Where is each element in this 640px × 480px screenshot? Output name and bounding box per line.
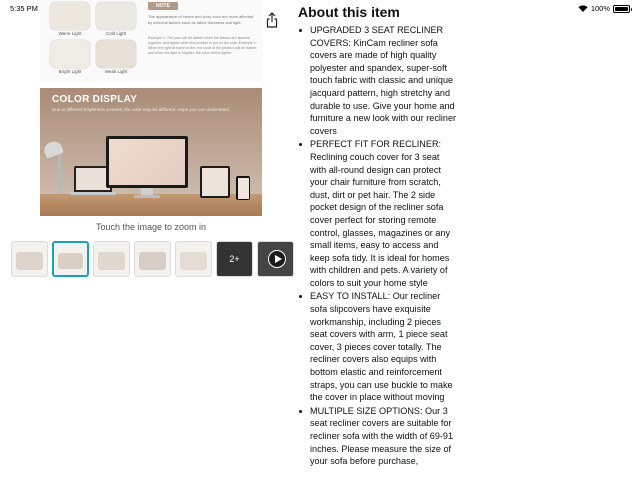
color-display-title: COLOR DISPLAY: [52, 94, 138, 105]
monitor-base: [134, 195, 160, 198]
swatch-label: Weak Light: [104, 69, 128, 74]
play-icon: [268, 250, 286, 268]
monitor-graphic: [106, 136, 188, 188]
status-time-date: 5:35 PM: [10, 4, 38, 13]
swatch-warm-light: [50, 2, 90, 30]
swatch-label: Bright Light: [58, 69, 82, 74]
feature-bullets: [298, 24, 458, 469]
thumbnail-video[interactable]: [257, 241, 294, 277]
list-item: EASY TO INSTALL: Our recliner sofa slipcovers have exquisite workmanship, including 2 pieces seat covers with arm, 1 piece seat cover, 3 pieces cover totally. The recliner covers also equips with bottom elastic and reinforcement straps, you can use buckle to make the cover in place without moving: [298, 290, 458, 403]
thumbnail-2[interactable]: [52, 241, 89, 277]
phone-graphic: [236, 176, 250, 200]
product-gallery: [0, 0, 290, 480]
color-display-subtitle: Due to different brightness screens, the color may be different. Hope you can understand.: [52, 107, 231, 112]
share-icon[interactable]: [266, 12, 278, 28]
about-title: About this item: [298, 4, 400, 20]
main-product-image[interactable]: [40, 88, 262, 216]
swatch-label: Cold Light: [105, 31, 127, 36]
example-text: Example 1: The yarn will be darker when the fabrics are stacked together, and lighter when the product is put on the sofa. Example 2: When the light at home is dim, the color of the product will be darker, and when the light is brighter, the color will be lighter.: [148, 36, 258, 55]
swatch-label: Warm Light: [58, 31, 82, 36]
thumbnail-4[interactable]: [134, 241, 171, 277]
laptop-base: [70, 192, 116, 195]
list-item: PERFECT FIT FOR RECLINER: Reclining couch cover for 3 seat with all-round design can protect your chair furniture from scratch, dust, dirt or pet hair. The 2 side pocket design of the recliner sofa cover perfect for storing remote control, glasses, magazines or any small items, easy to access and keep sofa tidy. It is ideal for homes with children and pets. A variety of colors to suit your home style: [298, 138, 458, 289]
lamp-icon: [58, 154, 61, 194]
list-item: UPGRADED 3 SEAT RECLINER COVERS: KinCam recliner sofa covers are made of high quality polyester and spandex, super-soft touch fabric with classic and unique jacquard pattern, high stretchy and durable to use. Give your home and furniture a new look with our recliner covers: [298, 24, 458, 137]
thumbnail-5[interactable]: [175, 241, 212, 277]
thumbnail-1[interactable]: [11, 241, 48, 277]
swatch-weak-light: [96, 40, 136, 68]
thumbnail-strip: [11, 241, 294, 277]
note-badge: NOTE: [148, 2, 178, 10]
color-sample-image[interactable]: [40, 0, 262, 82]
thumbnail-more[interactable]: 2+: [216, 241, 253, 277]
about-section: [298, 0, 640, 480]
swatch-bright-light: [50, 40, 90, 68]
battery-percent: 100%: [590, 4, 610, 13]
swatch-cold-light: [96, 2, 136, 30]
note-text: The appearance of cream and ivory color are more affected by external factors such as fabric thickness and light.: [148, 14, 254, 25]
thumbnail-3[interactable]: [93, 241, 130, 277]
list-item: MULTIPLE SIZE OPTIONS: Our 3 seat recliner covers are suitable for recliner sofa with the width of 69-91 inches. Please measure the size of your sofa before purchase,: [298, 405, 458, 468]
tablet-graphic: [200, 166, 230, 198]
zoom-hint: Touch the image to zoom in: [95, 222, 207, 232]
